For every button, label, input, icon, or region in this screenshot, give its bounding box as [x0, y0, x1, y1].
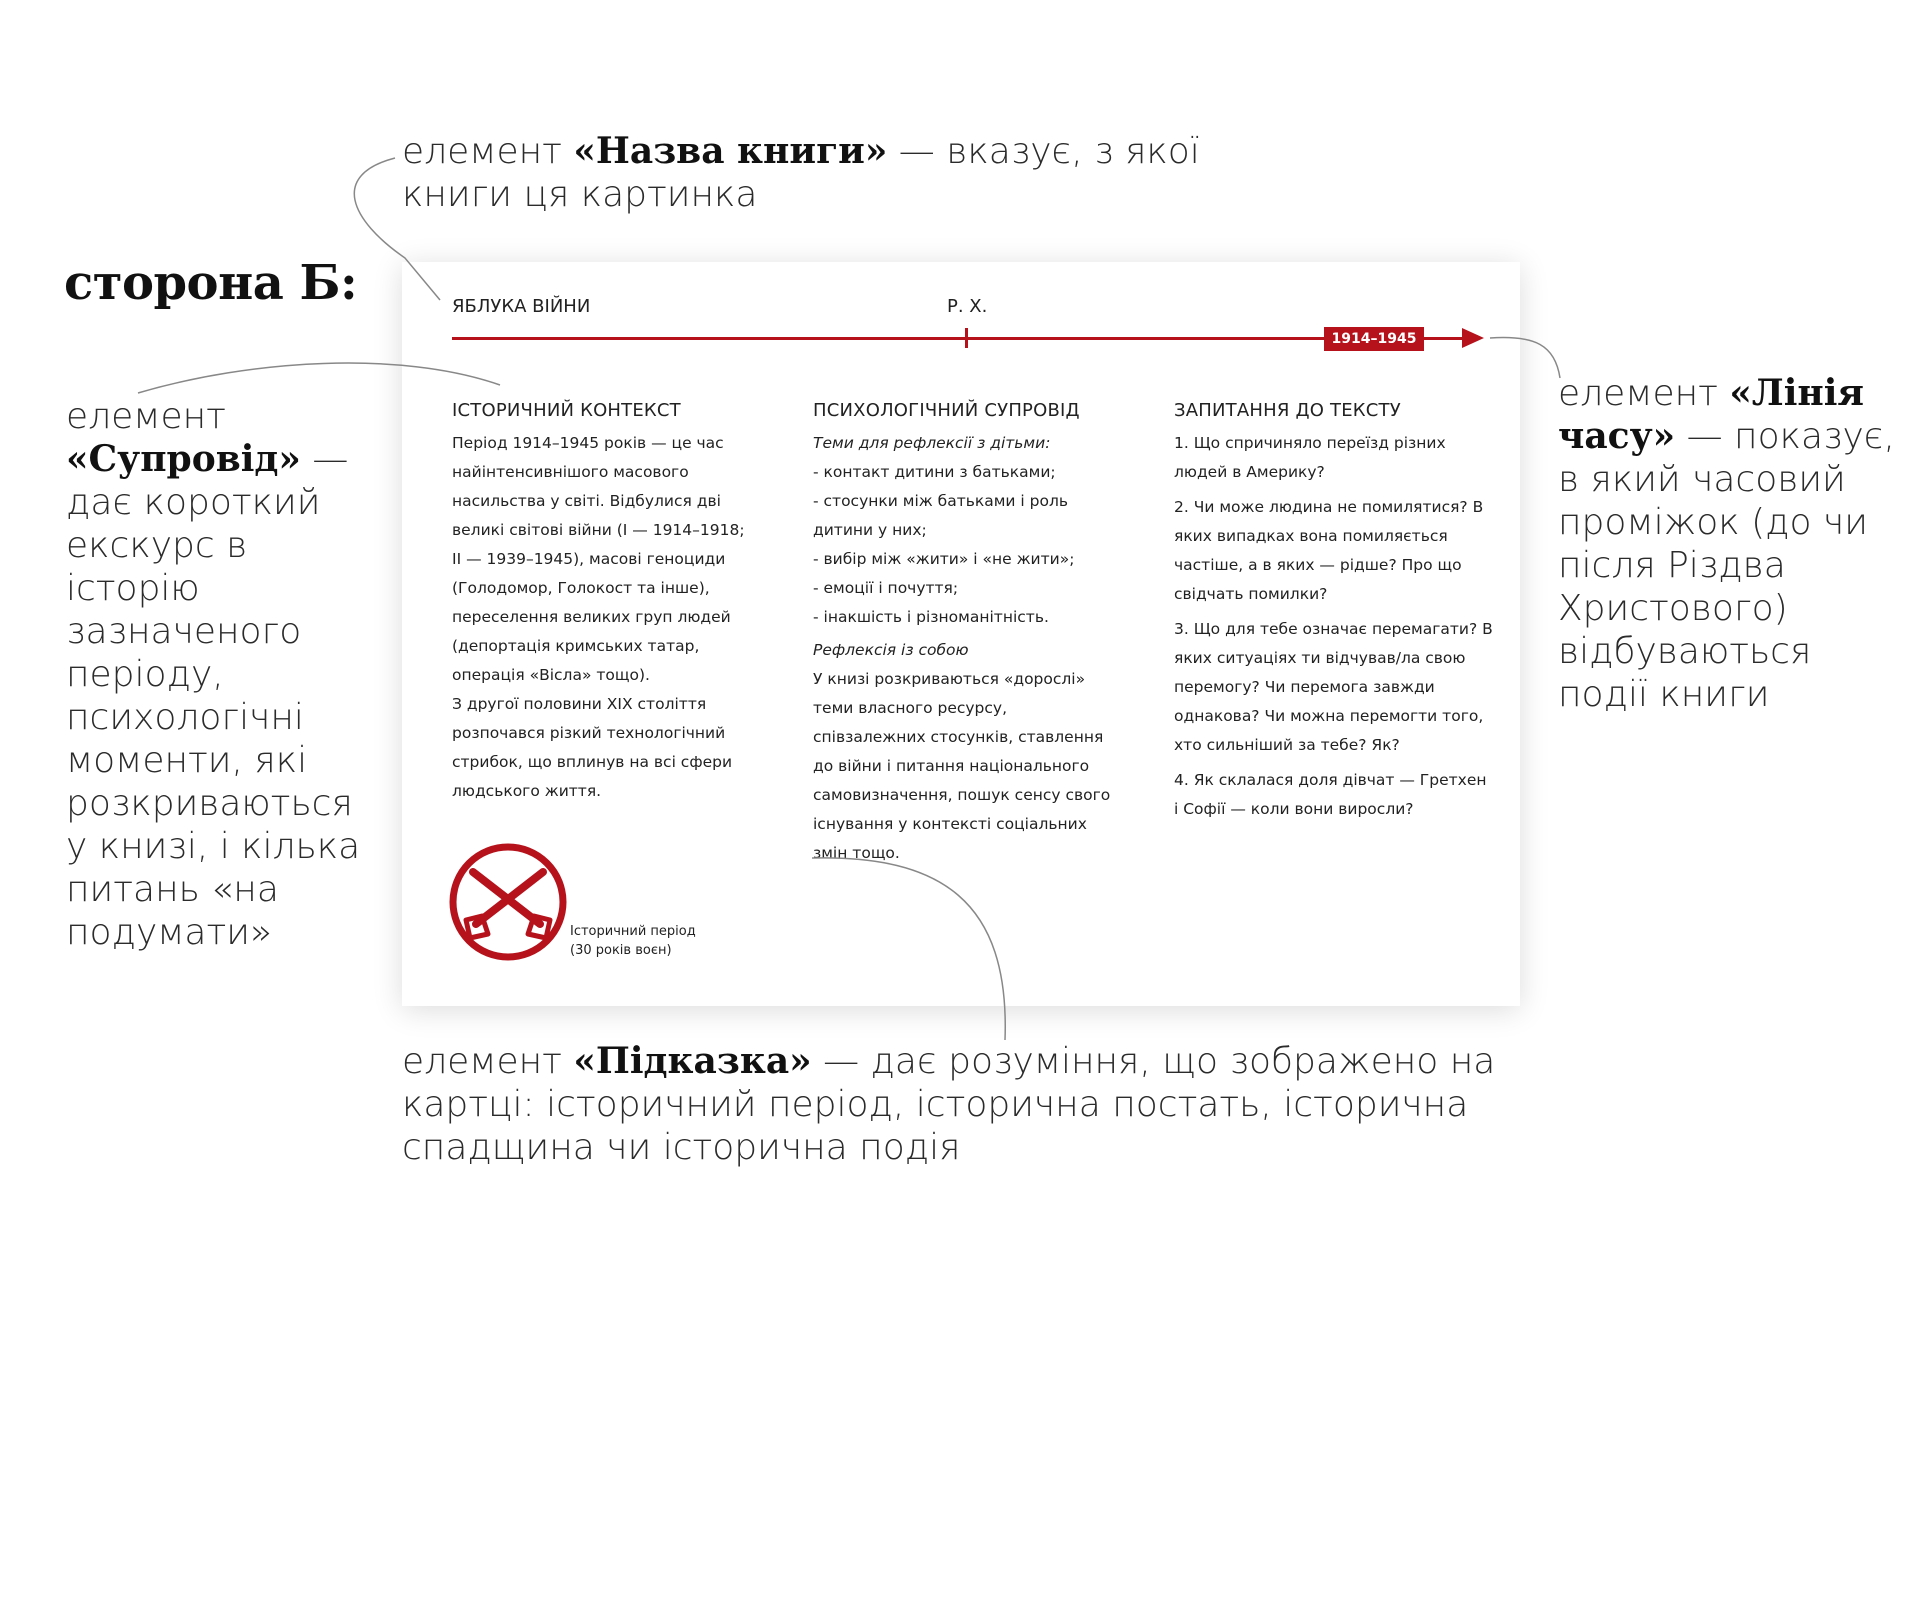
list-item: - стосунки між батьками і роль дитини у них;: [813, 492, 1069, 539]
reflection-children-subtitle: Теми для рефлексії з дітьми:: [813, 434, 1051, 452]
hint-label: Історичний період (30 років воєн): [570, 924, 696, 958]
annotation-hint: елемент «Підказка» — дає розуміння, що зображено на картці: історичний період, історична постать, історична спадщина чи історична подія: [402, 1040, 1496, 1168]
annotation-book-name: елемент «Назва книги» — вказує, з якої книги ця картинка: [402, 130, 1200, 215]
annotation-companion: елемент «Супровід» — дає короткий екскурс в історію зазначеного періоду, психологічні моменти, які розкриваються у книзі, і кілька питань «на подумати»: [66, 396, 361, 953]
list-item: - емоції і почуття;: [813, 579, 959, 597]
timeline-marker-rx: Р. Х.: [947, 296, 988, 317]
list-item: - контакт дитини з батьками;: [813, 463, 1056, 481]
list-item: - інакшість і різноманітність.: [813, 608, 1049, 626]
timeline-period-badge: 1914–1945: [1324, 327, 1424, 351]
leader-line-hint: [812, 858, 1005, 1040]
leader-line-book-name: [354, 158, 440, 300]
question-item: 1. Що спричиняло переїзд різних людей в Америку?: [1174, 434, 1446, 481]
historical-context-title: ІСТОРИЧНИЙ КОНТЕКСТ: [452, 400, 681, 421]
question-item: 4. Як склалася доля дівчат — Гретхен і Софії — коли вони виросли?: [1174, 771, 1487, 818]
annotation-timeline: елемент «Лінія часу» — показує, в який часовий проміжок (до чи після Різдва Христового) відбуваються події книги: [1558, 372, 1895, 715]
text-questions-title: ЗАПИТАННЯ ДО ТЕКСТУ: [1174, 400, 1401, 421]
psychological-support-title: ПСИХОЛОГІЧНИЙ СУПРОВІД: [813, 400, 1080, 421]
question-item: 2. Чи може людина не помилятися? В яких випадках вона помиляється частіше, а в яких — рідше? Про що свідчать помилки?: [1174, 498, 1484, 603]
historical-context-text-2: З другої половини ХІХ століття розпочався різкий технологічний стрибок, що вплинув на всі сфери людського життя.: [452, 695, 733, 800]
historical-context-text: Період 1914–1945 років — це час найінтенсивнішого масового насильства у світі. Відбулися дві великі світові війни (І — 1914–1918; ІІ — 1939–1945), масові геноциди (Голодомор, Голокост та інше), переселення великих груп людей (депортація кримських татар, операція «Вісла» тощо).: [452, 434, 745, 684]
reflection-self-text: У книзі розкриваються «дорослі» теми власного ресурсу, співзалежних стосунків, ставлення до війни і питання національного самовизначення, пошук сенсу свого існування у контексті соціальних змін тощо.: [813, 670, 1111, 862]
reflection-self-subtitle: Рефлексія із собою: [813, 641, 969, 659]
book-name: ЯБЛУКА ВІЙНИ: [452, 296, 591, 317]
leader-line-timeline: [1490, 337, 1560, 378]
question-item: 3. Що для тебе означає перемагати? В яких ситуаціях ти відчував/ла свою перемогу? Чи перемога завжди однакова? Чи можна перемогти того, хто сильніший за тебе? Як?: [1174, 620, 1493, 754]
list-item: - вибір між «жити» і «не жити»;: [813, 550, 1075, 568]
side-title: сторона Б:: [64, 255, 358, 311]
leader-line-companion: [138, 363, 500, 393]
